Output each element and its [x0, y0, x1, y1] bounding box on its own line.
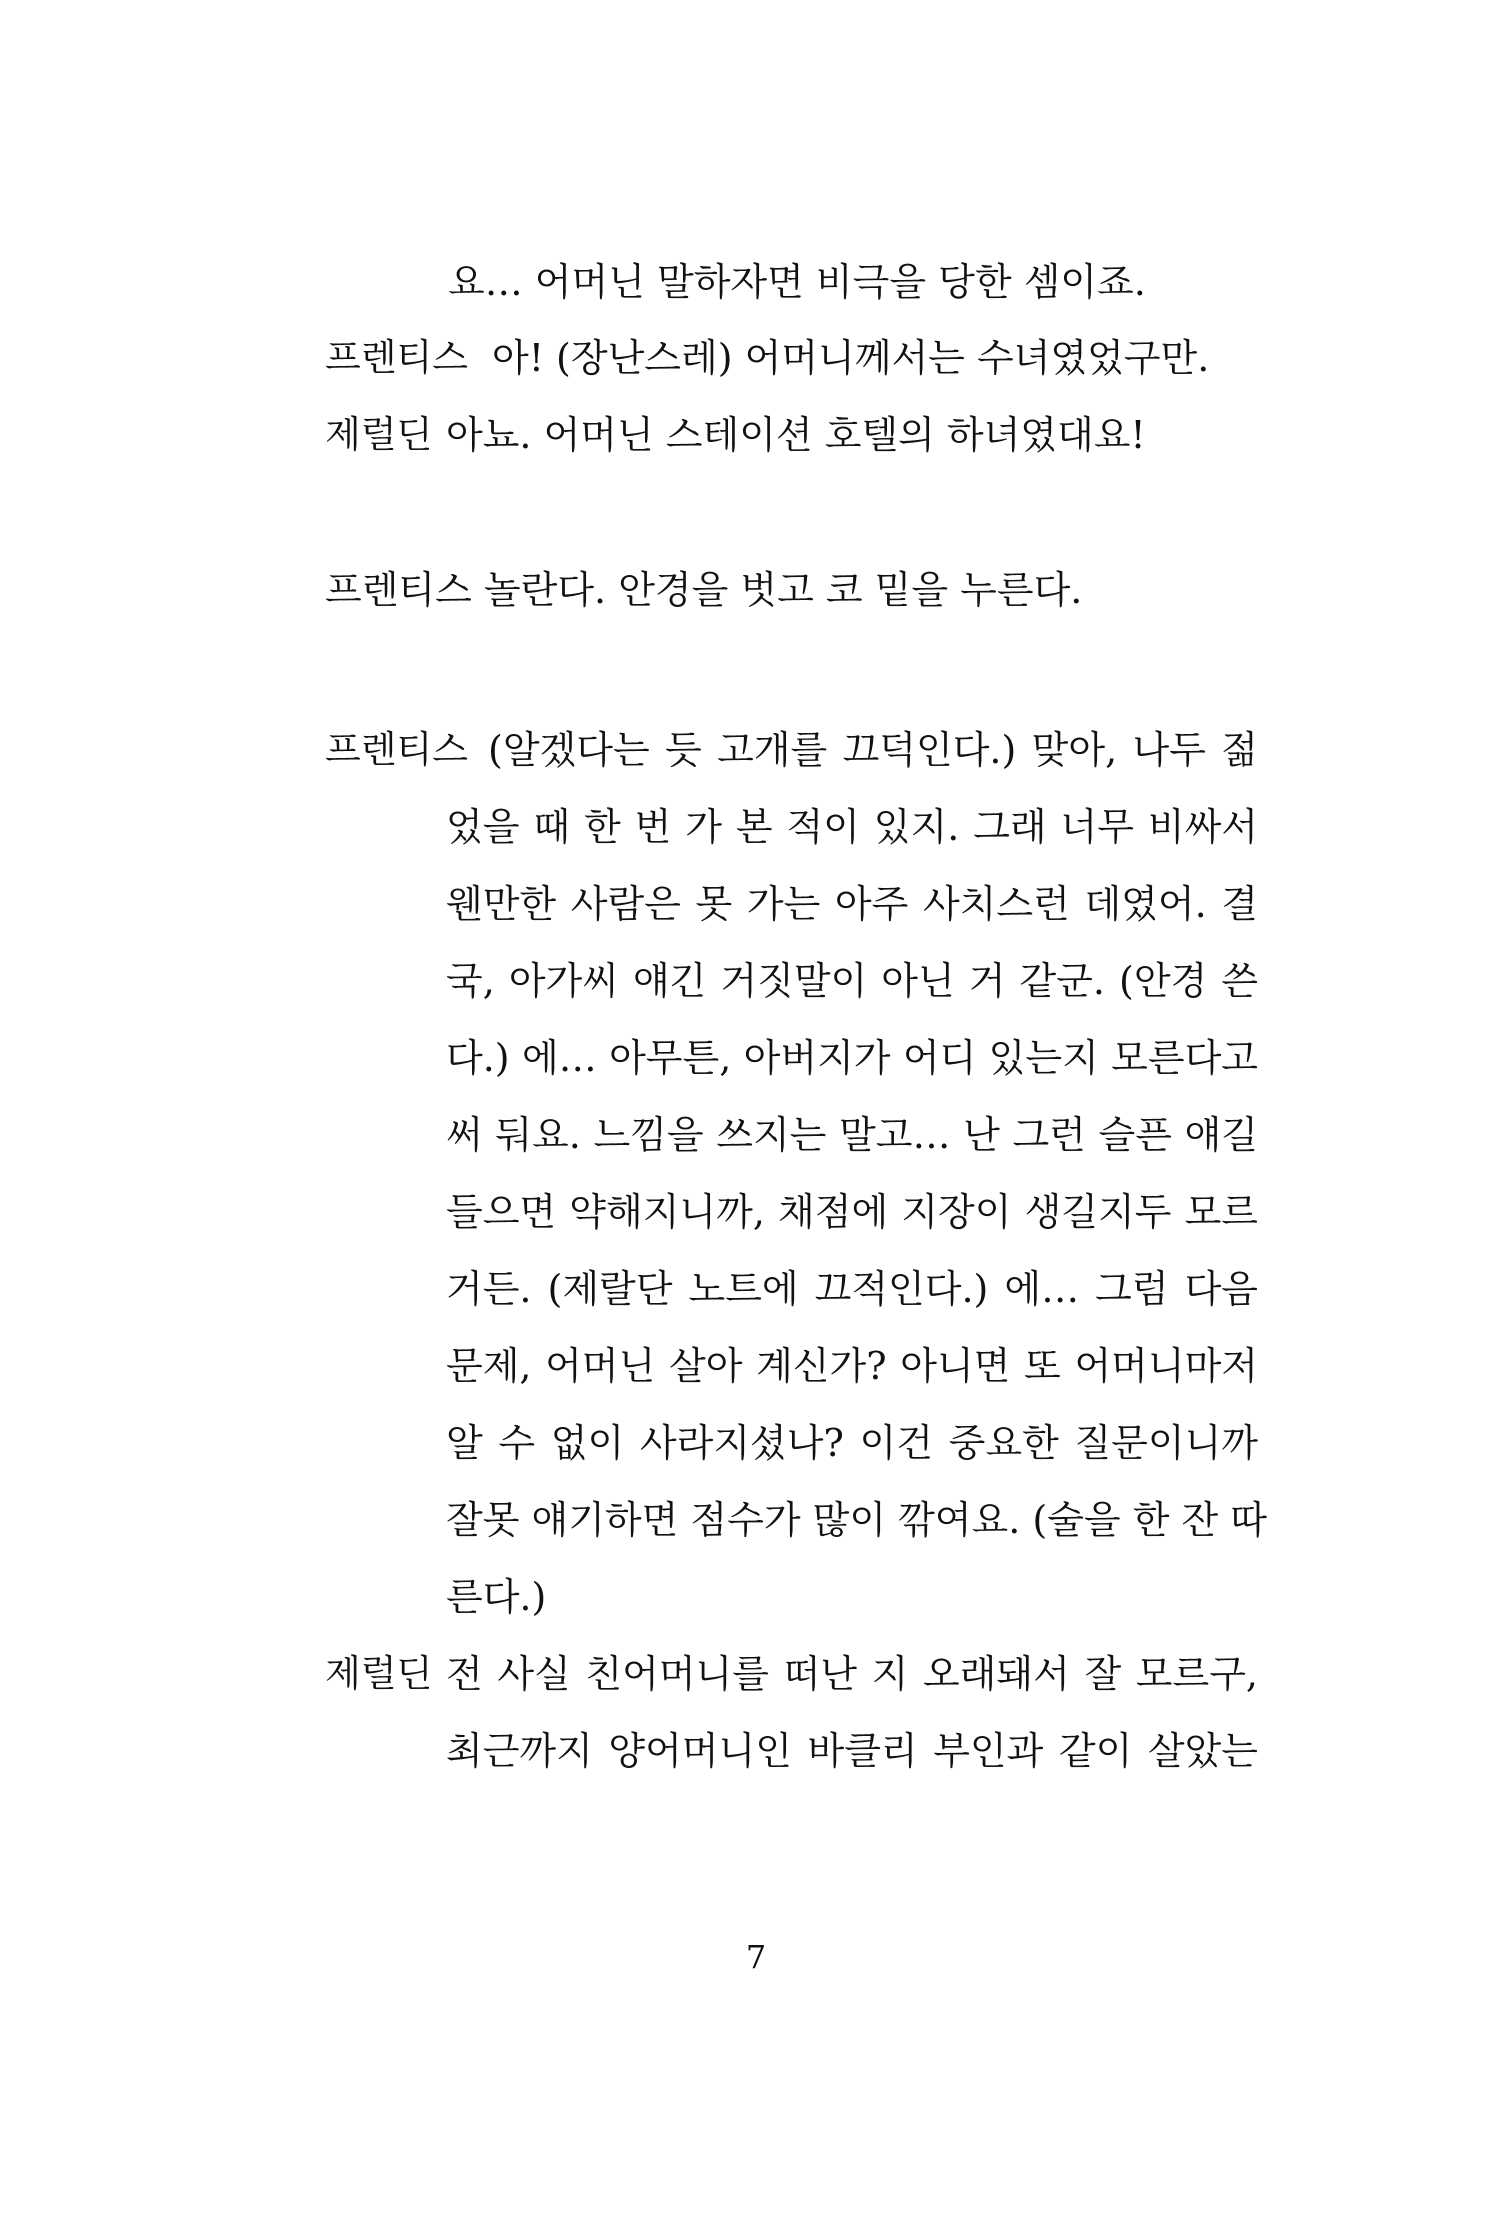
dialogue-text: 아! (장난스레) 어머니께서는 수녀였었구만. [492, 336, 1210, 380]
dialogue-line: (알겠다는 듯 고개를 끄덕인다.) 맞아, 나두 젊 [488, 728, 1258, 772]
stage-direction: 프렌티스 놀란다. 안경을 벗고 코 밑을 누른다. [325, 568, 1083, 612]
dialogue-line: 었을 때 한 번 가 본 적이 있지. 그래 너무 비싸서 [446, 805, 1258, 849]
dialogue-line: 최근까지 양어머니인 바클리 부인과 같이 살았는 [446, 1729, 1258, 1773]
dialogue-line: 써 둬요. 느낌을 쓰지는 말고… 난 그런 슬픈 얘길 [446, 1113, 1258, 1157]
dialogue-line: 들으면 약해지니까, 채점에 지장이 생길지두 모르 [446, 1190, 1258, 1234]
dialogue-line: 문제, 어머닌 살아 계신가? 아니면 또 어머니마저 [446, 1344, 1258, 1388]
dialogue-line: 알 수 없이 사라지셨나? 이건 중요한 질문이니까 [446, 1421, 1258, 1465]
speaker-name: 제럴딘 [325, 413, 433, 456]
speaker-name: 제럴딘 [325, 1652, 433, 1695]
dialogue-line: 거든. (제랄단 노트에 끄적인다.) 에… 그럼 다음 [446, 1267, 1258, 1311]
dialogue-line: 잘못 얘기하면 점수가 많이 깎여요. (술을 한 잔 따 [446, 1498, 1267, 1542]
dialogue-line: 다.) 에… 아무튼, 아버지가 어디 있는지 모른다고 [446, 1036, 1258, 1080]
dialogue-line: 전 사실 친어머니를 떠난 지 오래돼서 잘 모르구, [446, 1652, 1258, 1696]
speaker-name: 프렌티스 [325, 728, 468, 771]
dialogue-line: 른다.) [446, 1575, 547, 1619]
dialogue-text: 아뇨. 어머닌 스테이션 호텔의 하녀였대요! [446, 413, 1146, 457]
dialogue-line: 웬만한 사람은 못 가는 아주 사치스런 데였어. 결 [446, 882, 1258, 926]
speaker-name: 프렌티스 [325, 336, 468, 379]
dialogue-line: 국, 아가씨 얘긴 거짓말이 아닌 거 같군. (안경 쓴 [446, 959, 1258, 1003]
page-number: 7 [745, 1938, 767, 1976]
continued-line: 요… 어머닌 말하자면 비극을 당한 셈이죠. [448, 260, 1146, 304]
